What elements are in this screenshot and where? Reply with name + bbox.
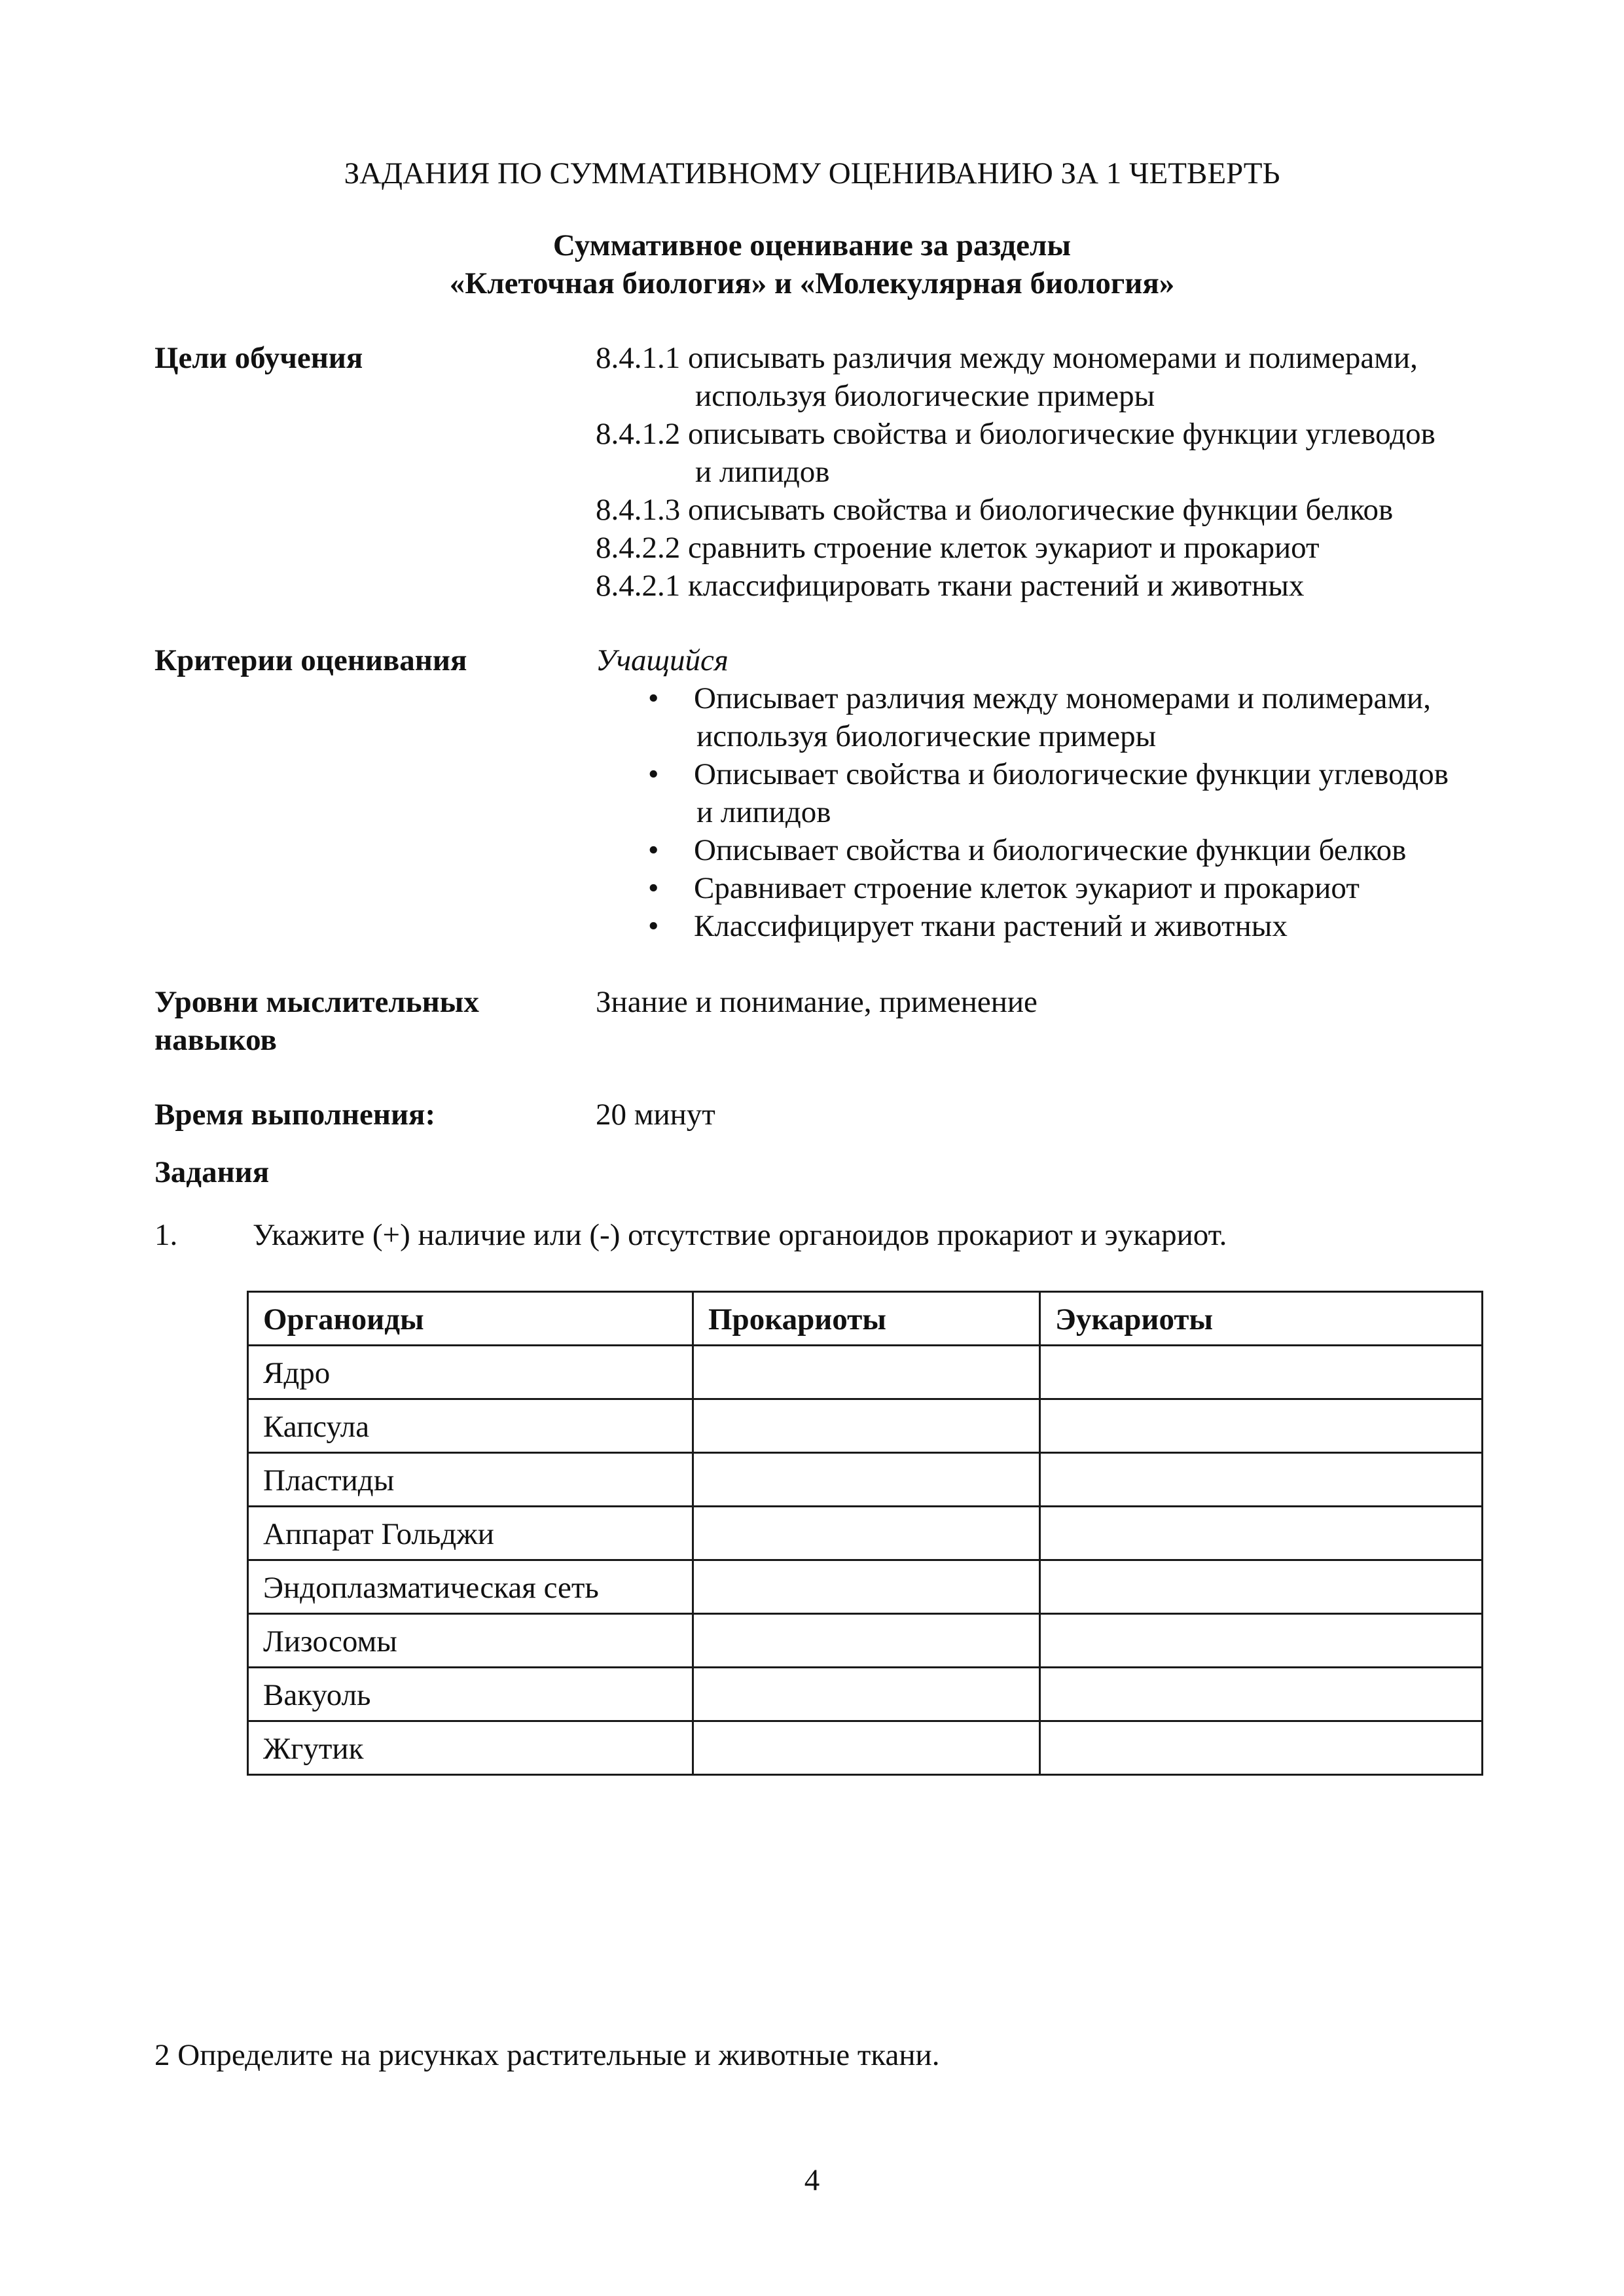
prokaryote-answer-cell[interactable] xyxy=(693,1560,1040,1614)
criteria-text: Классифицирует ткани растений и животных xyxy=(694,909,1288,943)
bullet-icon: • xyxy=(648,757,659,791)
organelle-name: Жгутик xyxy=(248,1721,693,1775)
objective-text: 8.4.2.2 сравнить строение клеток эукариот и прокариот xyxy=(596,531,1320,565)
table-row xyxy=(248,1560,1483,1614)
tasks-heading: Задания xyxy=(154,1155,270,1189)
organelle-name: Лизосомы xyxy=(248,1614,693,1668)
eukaryote-answer-cell[interactable] xyxy=(1040,1399,1483,1453)
document-title xyxy=(0,226,1624,302)
prokaryote-answer-cell[interactable] xyxy=(693,1614,1040,1668)
header-prokaryotes: Прокариоты xyxy=(693,1292,1040,1346)
organelle-name: Пластиды xyxy=(248,1453,693,1507)
table-row xyxy=(248,1614,1483,1668)
task-1-text: Укажите (+) наличие или (-) отсутствие органоидов прокариот и эукариот. xyxy=(253,1218,1227,1252)
page-number: 4 xyxy=(804,2163,820,2197)
criteria-text-continued: и липидов xyxy=(696,795,831,829)
eukaryote-answer-cell[interactable] xyxy=(1040,1614,1483,1668)
objective-text: 8.4.1.2 описывать свойства и биологические функции углеводов xyxy=(596,417,1435,451)
organelle-name: Капсула xyxy=(248,1399,693,1453)
objective-item xyxy=(596,491,1538,529)
eukaryote-answer-cell[interactable] xyxy=(1040,1346,1483,1399)
organelle-name: Ядро xyxy=(248,1346,693,1399)
table-row xyxy=(248,1668,1483,1721)
eukaryote-answer-cell[interactable] xyxy=(1040,1560,1483,1614)
objective-text: 8.4.1.1 описывать различия между мономерами и полимерами, xyxy=(596,341,1418,375)
bullet-icon: • xyxy=(648,871,659,905)
objective-item xyxy=(596,529,1538,567)
levels-label-line-2: навыков xyxy=(154,1023,277,1057)
header-organelles: Органоиды xyxy=(248,1292,693,1346)
objectives-label: Цели обучения xyxy=(154,341,363,375)
eukaryote-answer-cell[interactable] xyxy=(1040,1453,1483,1507)
prokaryote-answer-cell[interactable] xyxy=(693,1399,1040,1453)
criteria-item xyxy=(596,831,1538,869)
objective-item xyxy=(596,339,1538,415)
bullet-icon: • xyxy=(648,833,659,867)
time-value: 20 минут xyxy=(596,1098,715,1132)
prokaryote-answer-cell[interactable] xyxy=(693,1721,1040,1775)
eukaryote-answer-cell[interactable] xyxy=(1040,1721,1483,1775)
title-line-2: «Клеточная биология» и «Молекулярная биология» xyxy=(449,266,1175,300)
table-row xyxy=(248,1399,1483,1453)
criteria-list xyxy=(596,679,1538,945)
prokaryote-answer-cell[interactable] xyxy=(693,1453,1040,1507)
table-row xyxy=(248,1346,1483,1399)
objective-text-continued: и липидов xyxy=(695,455,830,489)
table-header-row xyxy=(248,1292,1483,1346)
objective-text: 8.4.1.3 описывать свойства и биологические функции белков xyxy=(596,493,1394,527)
levels-label xyxy=(154,983,560,1059)
prokaryote-answer-cell[interactable] xyxy=(693,1346,1040,1399)
criteria-item xyxy=(596,679,1538,755)
table-row xyxy=(248,1507,1483,1560)
criteria-text: Сравнивает строение клеток эукариот и прокариот xyxy=(694,871,1360,905)
document-header: ЗАДАНИЯ ПО СУММАТИВНОМУ ОЦЕНИВАНИЮ ЗА 1 ЧЕТВЕРТЬ xyxy=(344,156,1280,190)
organelles-table xyxy=(247,1291,1483,1776)
eukaryote-answer-cell[interactable] xyxy=(1040,1507,1483,1560)
title-line-1: Суммативное оценивание за разделы xyxy=(552,228,1072,262)
prokaryote-answer-cell[interactable] xyxy=(693,1668,1040,1721)
levels-label-line-1: Уровни мыслительных xyxy=(154,985,479,1019)
time-label: Время выполнения: xyxy=(154,1098,436,1132)
objective-text: 8.4.2.1 классифицировать ткани растений и животных xyxy=(596,569,1305,603)
objective-item xyxy=(596,415,1538,491)
organelle-name: Эндоплазматическая сеть xyxy=(248,1560,693,1614)
table-row xyxy=(248,1453,1483,1507)
criteria-block xyxy=(596,641,1538,945)
objective-text-continued: используя биологические примеры xyxy=(695,379,1155,413)
objective-item xyxy=(596,567,1538,605)
criteria-item xyxy=(596,755,1538,831)
organelle-name: Вакуоль xyxy=(248,1668,693,1721)
criteria-text: Описывает различия между мономерами и полимерами, xyxy=(694,681,1431,715)
criteria-item xyxy=(596,869,1538,907)
criteria-item xyxy=(596,907,1538,945)
task-2-text: 2 Определите на рисунках растительные и животные ткани. xyxy=(154,2038,940,2072)
table-row xyxy=(248,1721,1483,1775)
bullet-icon: • xyxy=(648,909,659,943)
objectives-list xyxy=(596,339,1538,605)
prokaryote-answer-cell[interactable] xyxy=(693,1507,1040,1560)
criteria-intro: Учащийся xyxy=(596,643,729,677)
task-1-number: 1. xyxy=(154,1218,178,1252)
header-eukaryotes: Эукариоты xyxy=(1040,1292,1483,1346)
criteria-text: Описывает свойства и биологические функции белков xyxy=(694,833,1407,867)
criteria-text-continued: используя биологические примеры xyxy=(696,719,1157,753)
organelle-name: Аппарат Гольджи xyxy=(248,1507,693,1560)
criteria-text: Описывает свойства и биологические функции углеводов xyxy=(694,757,1449,791)
bullet-icon: • xyxy=(648,681,659,715)
eukaryote-answer-cell[interactable] xyxy=(1040,1668,1483,1721)
levels-value: Знание и понимание, применение xyxy=(596,985,1038,1019)
criteria-label: Критерии оценивания xyxy=(154,643,467,677)
